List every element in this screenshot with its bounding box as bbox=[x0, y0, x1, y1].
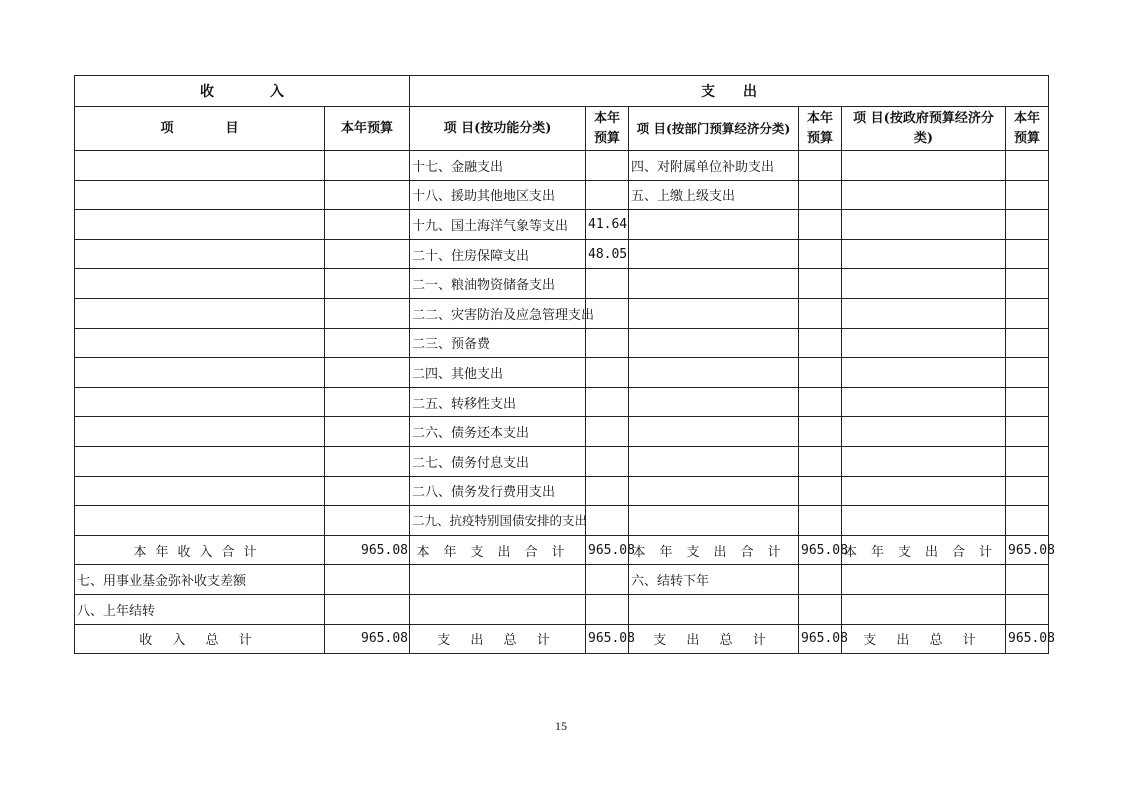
dept-item bbox=[629, 476, 799, 506]
grand-dept-total-label: 支 出 总 计 bbox=[629, 624, 799, 654]
grand-income-total-label: 收 入 总 计 bbox=[75, 624, 325, 654]
table-row bbox=[75, 417, 1049, 447]
col-gov-budget: 本年预算 bbox=[1006, 107, 1049, 151]
dept-item: 四、对附属单位补助支出 bbox=[629, 151, 799, 181]
func-value: 41.64 bbox=[586, 210, 629, 240]
func-item: 二八、债务发行费用支出 bbox=[410, 476, 586, 506]
prior-carryover-label: 八、上年结转 bbox=[75, 594, 325, 624]
func-value bbox=[586, 387, 629, 417]
func-value bbox=[586, 446, 629, 476]
func-value bbox=[586, 476, 629, 506]
col-income-budget: 本年预算 bbox=[325, 107, 410, 151]
table-row bbox=[75, 239, 1049, 269]
grand-gov-total-label: 支 出 总 计 bbox=[842, 624, 1006, 654]
col-gov-item: 项 目(按政府预算经济分类) bbox=[842, 107, 1006, 151]
func-value: 48.05 bbox=[586, 239, 629, 269]
func-value bbox=[586, 506, 629, 536]
func-item: 二六、债务还本支出 bbox=[410, 417, 586, 447]
col-func-item: 项 目(按功能分类) bbox=[410, 107, 586, 151]
budget-table bbox=[74, 75, 1055, 654]
year-dept-total-label: 本年支出合计 bbox=[629, 535, 799, 565]
fund-balance-row bbox=[75, 565, 1049, 595]
grand-dept-total-value: 965.08 bbox=[799, 624, 842, 654]
page-number: 15 bbox=[555, 719, 567, 733]
year-gov-total-value: 965.08 bbox=[1006, 535, 1049, 565]
table-row bbox=[75, 328, 1049, 358]
dept-item bbox=[629, 446, 799, 476]
dept-item bbox=[629, 387, 799, 417]
grand-gov-total-value: 965.08 bbox=[1006, 624, 1049, 654]
func-value bbox=[586, 151, 629, 181]
dept-item bbox=[629, 328, 799, 358]
table-row bbox=[75, 446, 1049, 476]
col-dept-budget: 本年预算 bbox=[799, 107, 842, 151]
year-func-total-label: 本年支出合计 bbox=[410, 535, 586, 565]
table-row bbox=[75, 387, 1049, 417]
table-row bbox=[75, 358, 1049, 388]
col-dept-item: 项 目(按部门预算经济分类) bbox=[629, 107, 799, 151]
func-item: 二三、预备费 bbox=[410, 328, 586, 358]
year-income-total-label: 本年收入合计 bbox=[75, 535, 325, 565]
dept-item bbox=[629, 358, 799, 388]
year-gov-total-label: 本年支出合计 bbox=[842, 535, 1006, 565]
func-item: 二四、其他支出 bbox=[410, 358, 586, 388]
prior-carryover-row bbox=[75, 594, 1049, 624]
table-row bbox=[75, 180, 1049, 210]
year-total-row bbox=[75, 535, 1049, 565]
col-income-item: 项 目 bbox=[75, 107, 325, 151]
func-item: 十八、援助其他地区支出 bbox=[410, 180, 586, 210]
func-value bbox=[586, 328, 629, 358]
dept-item: 五、上缴上级支出 bbox=[629, 180, 799, 210]
func-item: 二五、转移性支出 bbox=[410, 387, 586, 417]
dept-item bbox=[629, 210, 799, 240]
func-item: 二一、粮油物资储备支出 bbox=[410, 269, 586, 299]
func-item: 十七、金融支出 bbox=[410, 151, 586, 181]
year-income-total-value: 965.08 bbox=[325, 535, 410, 565]
func-item: 二九、抗疫特别国债安排的支出 bbox=[410, 506, 586, 536]
fund-balance-label: 七、用事业基金弥补收支差额 bbox=[75, 565, 325, 595]
func-item: 二二、灾害防治及应急管理支出 bbox=[410, 298, 586, 328]
grand-total-row bbox=[75, 624, 1049, 654]
table-row bbox=[75, 476, 1049, 506]
table-row bbox=[75, 298, 1049, 328]
func-value bbox=[586, 269, 629, 299]
dept-item bbox=[629, 417, 799, 447]
budget-sheet bbox=[74, 75, 1055, 654]
func-value bbox=[586, 417, 629, 447]
dept-item bbox=[629, 506, 799, 536]
grand-func-total-label: 支 出 总 计 bbox=[410, 624, 586, 654]
func-value bbox=[586, 180, 629, 210]
grand-income-total-value: 965.08 bbox=[325, 624, 410, 654]
func-item: 二七、债务付息支出 bbox=[410, 446, 586, 476]
header-row-top bbox=[75, 76, 1049, 107]
func-item: 二十、住房保障支出 bbox=[410, 239, 586, 269]
expense-header: 支 出 bbox=[410, 76, 1049, 107]
year-func-total-value: 965.08 bbox=[586, 535, 629, 565]
table-row bbox=[75, 151, 1049, 181]
dept-item bbox=[629, 239, 799, 269]
year-dept-total-value: 965.08 bbox=[799, 535, 842, 565]
carry-forward-label: 六、结转下年 bbox=[629, 565, 799, 595]
table-row bbox=[75, 269, 1049, 299]
dept-item bbox=[629, 298, 799, 328]
col-func-budget: 本年预算 bbox=[586, 107, 629, 151]
header-row-columns bbox=[75, 107, 1049, 151]
func-value bbox=[586, 358, 629, 388]
table-row bbox=[75, 210, 1049, 240]
grand-func-total-value: 965.08 bbox=[586, 624, 629, 654]
income-header: 收 入 bbox=[75, 76, 410, 107]
table-row bbox=[75, 506, 1049, 536]
dept-item bbox=[629, 269, 799, 299]
func-item: 十九、国土海洋气象等支出 bbox=[410, 210, 586, 240]
